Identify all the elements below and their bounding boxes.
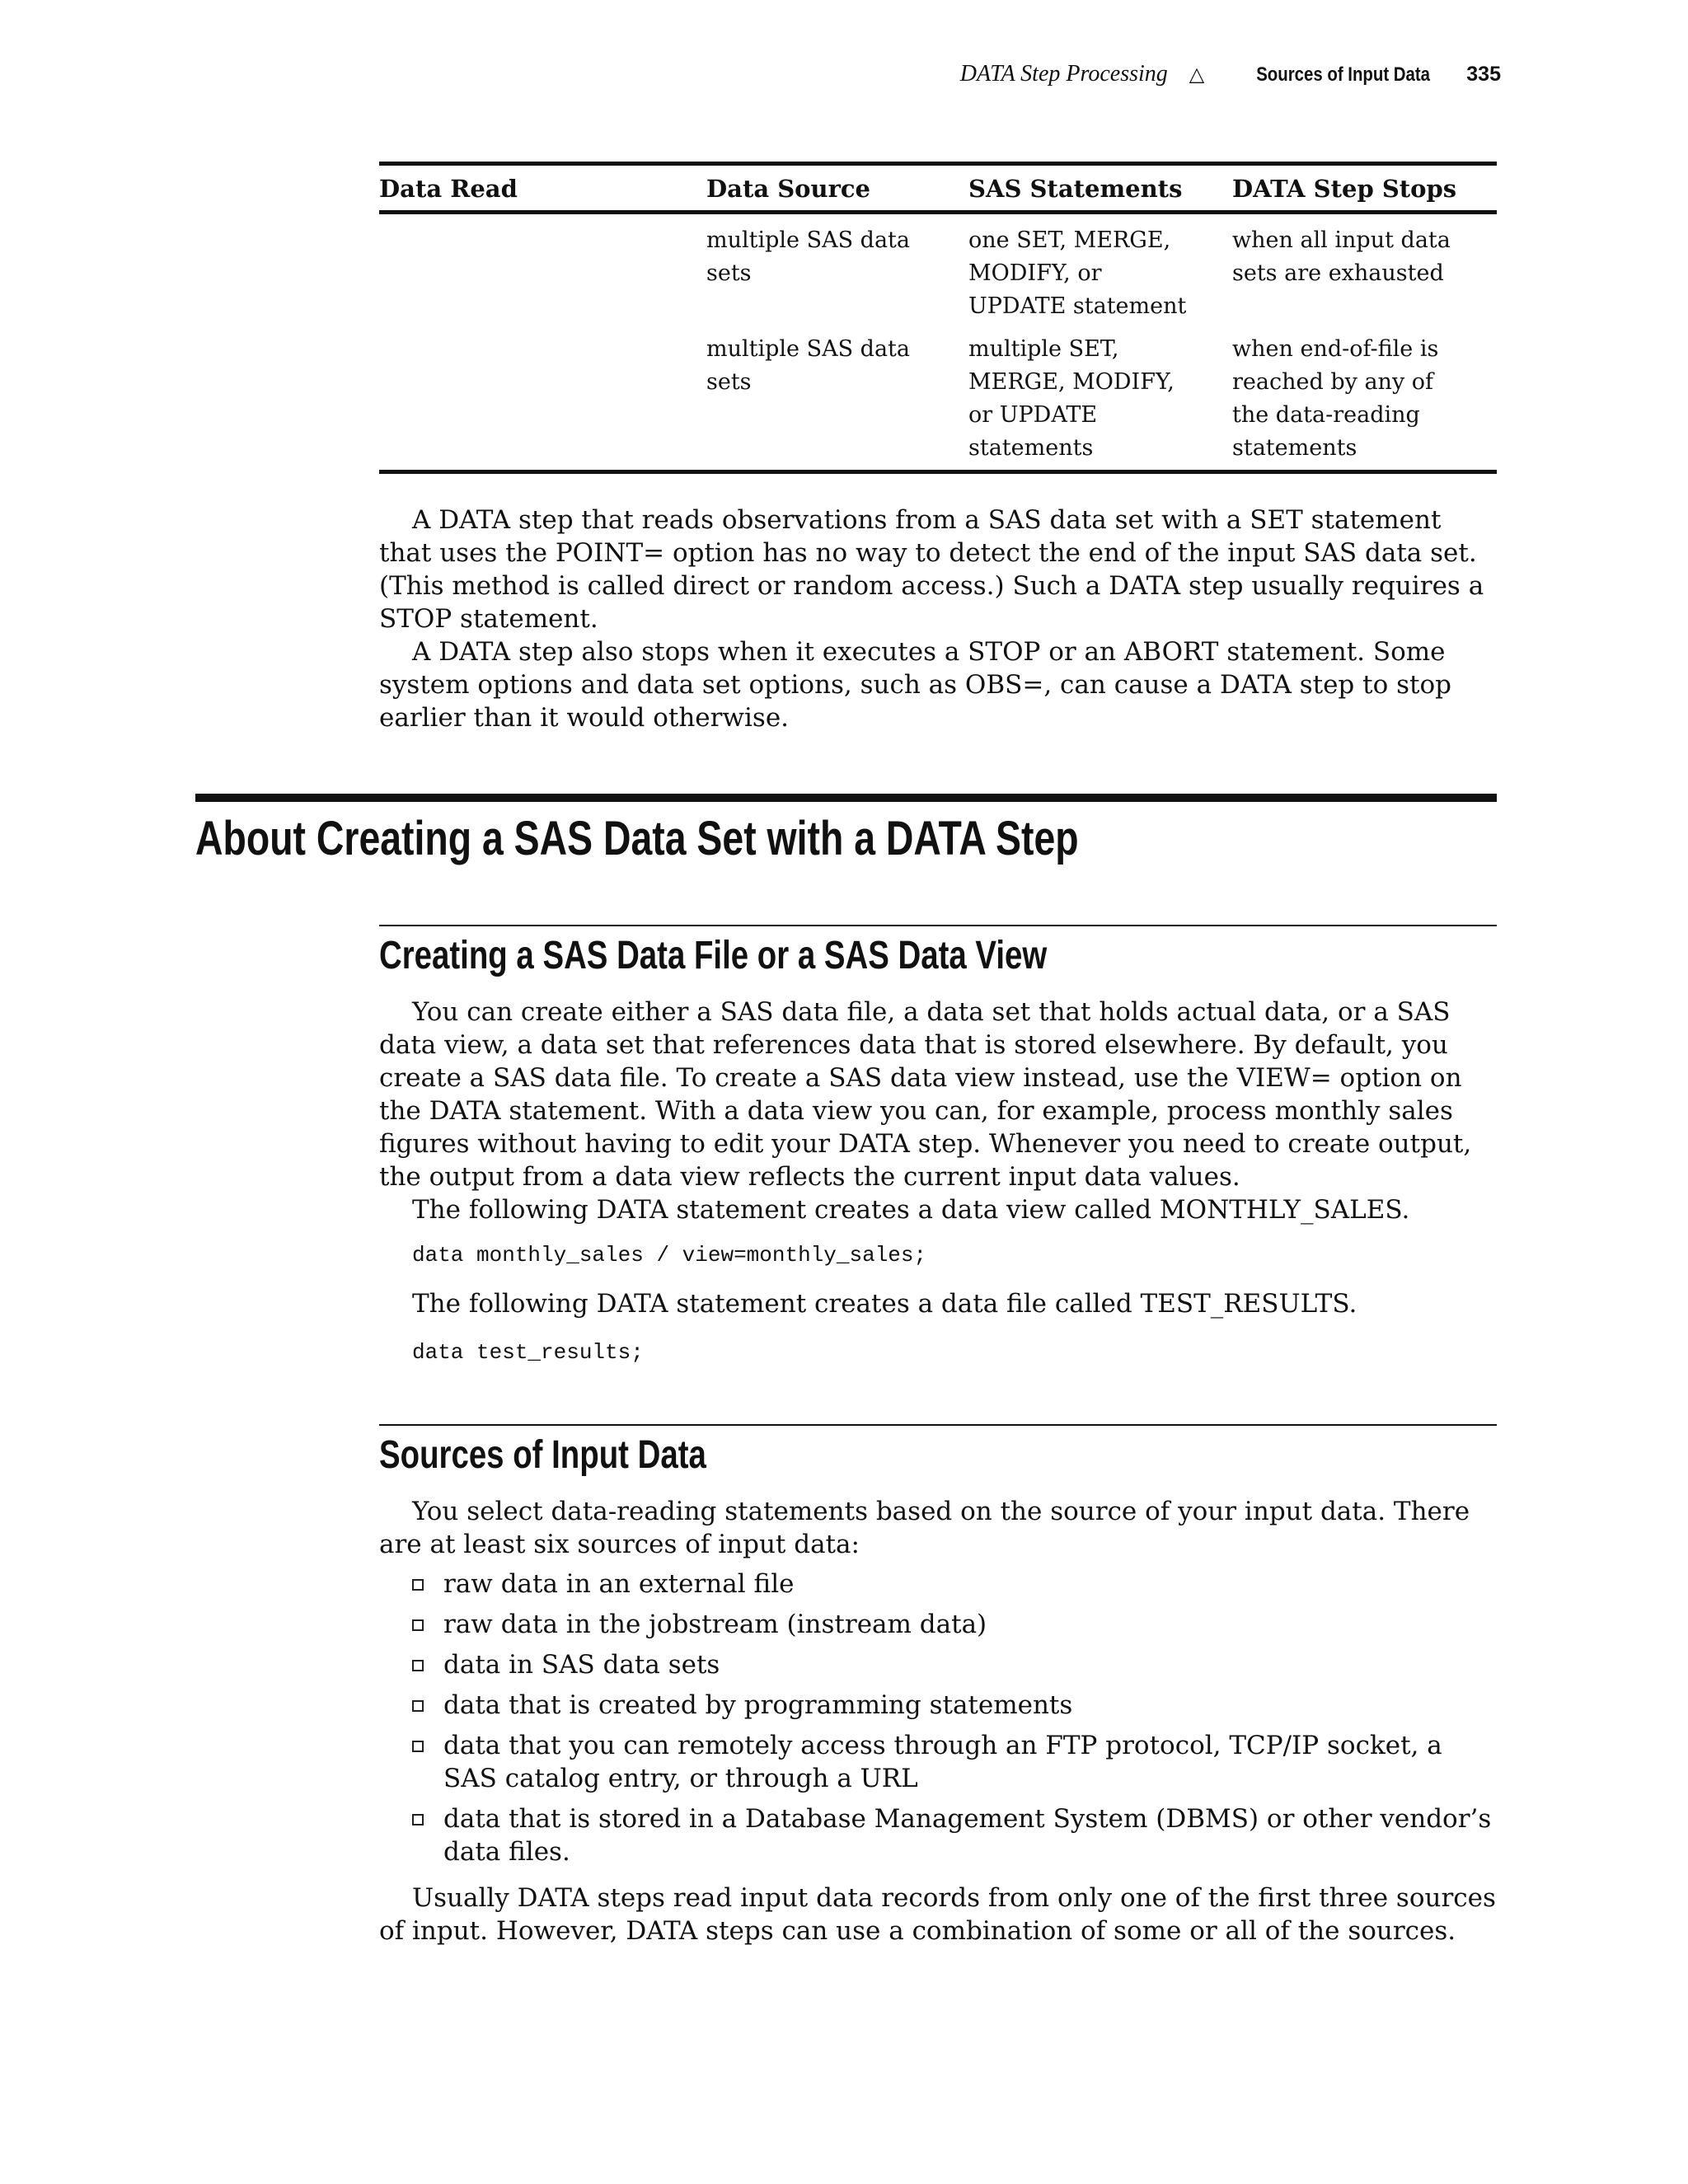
cell-line: statements: [968, 435, 1094, 461]
section1-text: [379, 996, 1497, 1226]
code-sample: data test_results;: [412, 1340, 644, 1365]
section-rule: [379, 925, 1497, 926]
cell-line: one SET, MERGE,: [968, 227, 1171, 253]
cell-line: the data-reading: [1232, 402, 1420, 428]
list-item: [379, 1729, 1497, 1795]
cell-line: when all input data: [1232, 227, 1451, 253]
section-title: Sources of Input Data: [379, 1433, 706, 1477]
list-item-text: data that you can remotely access through an FTP protocol, TCP/IP socket, a SAS catalog entry, or through a URL: [443, 1731, 1442, 1793]
chapter-title: About Creating a SAS Data Set with a DATA Step: [195, 812, 1079, 865]
body-paragraph: You can create either a SAS data file, a data set that holds actual data, or a SAS data view, a data set that references data that is stored elsewhere. By default, you create a SAS data file. To create a SAS data view instead, use the VIEW= option on the DATA statement. With a data view you can, for example, process monthly sales figures without having to edit your DATA step. Whenever you need to create output, the output from a data view reflects the current input data values.: [379, 997, 1472, 1192]
cell-line: when end-of-file is: [1232, 336, 1439, 362]
body-paragraph: The following DATA statement creates a data file called TEST_RESULTS.: [412, 1289, 1357, 1319]
list-item-text: data in SAS data sets: [443, 1650, 720, 1680]
list-item-text: data that is created by programming statements: [443, 1690, 1073, 1720]
checkbox-bullet-icon: [412, 1814, 424, 1825]
list-item-text: raw data in an external file: [443, 1569, 795, 1599]
cell-line: sets are exhausted: [1232, 260, 1444, 286]
table-row: [379, 323, 1497, 472]
checkbox-bullet-icon: [412, 1741, 424, 1752]
section2-closing: [379, 1882, 1497, 1947]
cell-line: multiple SAS data: [706, 336, 910, 362]
cell-line: or UPDATE: [968, 402, 1098, 428]
column-header: Data Source: [706, 164, 968, 213]
data-step-stops-table: [379, 162, 1497, 474]
table-cell: [1232, 323, 1497, 472]
table-cell: [1232, 213, 1497, 324]
section-title: Creating a SAS Data File or a SAS Data View: [379, 934, 1048, 977]
body-paragraph: The following DATA statement creates a data view called MONTHLY_SALES.: [412, 1195, 1410, 1225]
page-number: 335: [1466, 63, 1501, 86]
body-paragraph: A DATA step also stops when it executes a STOP or an ABORT statement. Some system options and data set options, such as OBS=, can cause a DATA step to stop earlier than it would otherwise.: [379, 637, 1451, 733]
intro-text: [379, 504, 1497, 734]
cell-line: multiple SET,: [968, 336, 1119, 362]
column-header: DATA Step Stops: [1232, 164, 1497, 213]
list-item-text: raw data in the jobstream (instream data): [443, 1610, 987, 1639]
cell-line: sets: [706, 369, 752, 395]
list-item: [379, 1608, 1497, 1641]
cell-line: statements: [1232, 435, 1357, 461]
list-item: [379, 1648, 1497, 1681]
body-paragraph: A DATA step that reads observations from a SAS data set with a SET statement that uses the POINT= option has no way to detect the end of the input SAS data set. (This method is called direct or random access.) Such a DATA step usually requires a STOP statement.: [379, 505, 1484, 634]
column-header: SAS Statements: [968, 164, 1232, 213]
table-header-row: [379, 164, 1497, 213]
table-cell: [706, 213, 968, 324]
table-cell: [379, 213, 706, 324]
section-rule: [379, 1424, 1497, 1426]
list-item: [379, 1689, 1497, 1722]
chapter-rule: [195, 794, 1497, 802]
list-item: [379, 1802, 1497, 1868]
table-cell: [706, 323, 968, 472]
table-cell: [968, 213, 1232, 324]
cell-line: MODIFY, or: [968, 260, 1102, 286]
cell-line: sets: [706, 260, 752, 286]
code-sample: data monthly_sales / view=monthly_sales;: [412, 1243, 927, 1268]
running-header: [960, 61, 1501, 87]
cell-line: UPDATE statement: [968, 293, 1187, 319]
checkbox-bullet-icon: [412, 1579, 424, 1591]
section1-text-2: [379, 1287, 1497, 1320]
cell-line: multiple SAS data: [706, 227, 910, 253]
column-header: Data Read: [379, 164, 706, 213]
checkbox-bullet-icon: [412, 1660, 424, 1671]
checkbox-bullet-icon: [412, 1619, 424, 1631]
header-section: DATA Step Processing: [959, 61, 1168, 87]
body-paragraph: Usually DATA steps read input data records from only one of the first three sources of input. However, DATA steps can use a combination of some or all of the sources.: [379, 1883, 1496, 1946]
body-paragraph: You select data-reading statements based on the source of your input data. There are at least six sources of input data:: [379, 1497, 1470, 1559]
table-cell: [968, 323, 1232, 472]
input-sources-list: [379, 1568, 1497, 1876]
cell-line: MERGE, MODIFY,: [968, 369, 1175, 395]
triangle-icon: △: [1189, 63, 1205, 86]
table-row: [379, 213, 1497, 324]
header-topic: Sources of Input Data: [1256, 63, 1431, 86]
table-cell: [379, 323, 706, 472]
list-item-text: data that is stored in a Database Management System (DBMS) or other vendor’s data files.: [443, 1804, 1492, 1867]
cell-line: reached by any of: [1232, 369, 1434, 395]
checkbox-bullet-icon: [412, 1700, 424, 1712]
list-item: [379, 1568, 1497, 1601]
section2-intro: [379, 1495, 1497, 1561]
